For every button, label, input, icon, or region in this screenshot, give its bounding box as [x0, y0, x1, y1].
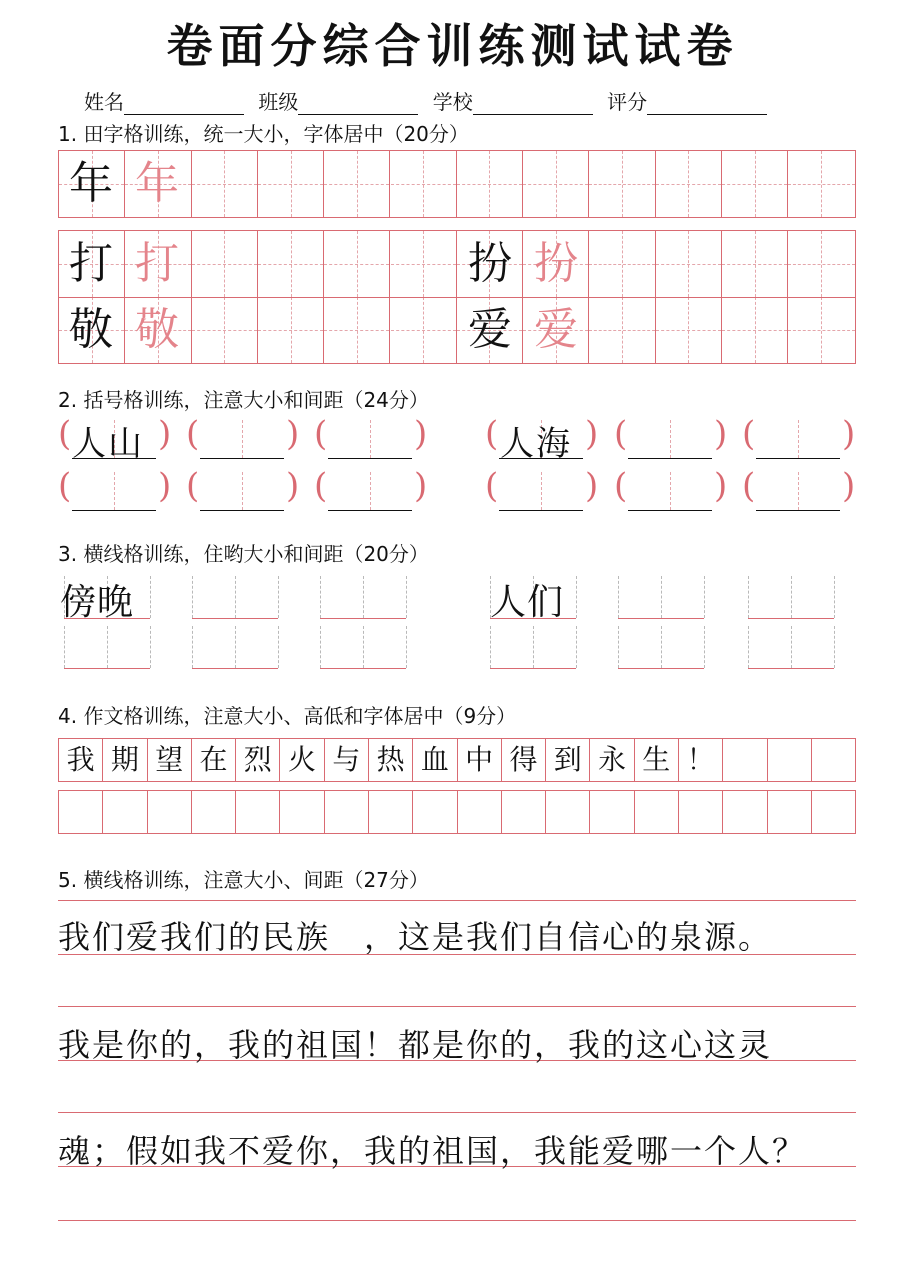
left-paren: (	[186, 466, 200, 506]
tianzige-cell[interactable]	[391, 231, 457, 297]
composition-cell[interactable]	[812, 739, 855, 781]
right-paren: )	[414, 414, 428, 454]
hline-guide	[618, 626, 619, 668]
writing-line	[58, 954, 856, 955]
bracket-model-word: 人海	[500, 424, 572, 464]
left-paren: (	[614, 466, 628, 506]
hline-guide	[278, 576, 279, 618]
model-char: 扮	[468, 238, 512, 289]
left-paren: (	[485, 466, 499, 506]
hline-guide	[618, 576, 619, 618]
model-char: 爱	[468, 304, 512, 355]
hline-guide	[661, 626, 662, 668]
section-2-heading: 2. 括号格训练，注意大小和间距（24分）	[58, 388, 429, 412]
tianzige-cell[interactable]	[324, 231, 390, 297]
composition-cell[interactable]	[812, 791, 855, 833]
class-label: 班级	[258, 90, 299, 114]
hline-guide	[235, 626, 236, 668]
tianzige-cell[interactable]	[192, 231, 258, 297]
hline-box[interactable]	[618, 574, 704, 619]
hline-guide	[278, 626, 279, 668]
hline-guide	[834, 626, 835, 668]
left-paren: (	[314, 414, 328, 454]
trace-char: 敬	[135, 304, 179, 355]
composition-cell[interactable]	[679, 791, 723, 833]
composition-cell[interactable]: 生	[635, 739, 679, 781]
hline-model-word: 傍晚	[60, 582, 135, 623]
composition-cell[interactable]	[723, 739, 767, 781]
tianzige-cell[interactable]	[722, 151, 788, 217]
hline-guide	[533, 626, 534, 668]
bracket-box[interactable]	[756, 470, 840, 511]
class-blank[interactable]	[298, 96, 418, 115]
left-paren: (	[314, 466, 328, 506]
hline-box[interactable]	[748, 574, 834, 619]
composition-cell[interactable]	[280, 791, 324, 833]
model-char: 敬	[69, 304, 113, 355]
tianzige-cell[interactable]	[324, 297, 390, 363]
composition-cell[interactable]	[723, 791, 767, 833]
composition-cell[interactable]	[502, 791, 546, 833]
score-label: 评分	[607, 90, 648, 114]
bracket-box[interactable]	[499, 470, 583, 511]
score-blank[interactable]	[647, 96, 767, 115]
tianzige-cell[interactable]	[788, 231, 854, 297]
hline-guide	[192, 626, 193, 668]
hline-guide	[363, 576, 364, 618]
left-paren: (	[742, 466, 756, 506]
hline-guide	[791, 576, 792, 618]
bracket-model-word: 人山	[72, 424, 144, 464]
right-paren: )	[286, 466, 300, 506]
right-paren: )	[842, 466, 856, 506]
composition-cell[interactable]	[413, 791, 457, 833]
name-blank[interactable]	[124, 96, 244, 115]
composition-grid-row-2[interactable]	[58, 790, 856, 834]
composition-cell[interactable]: 血	[413, 739, 457, 781]
writing-line	[58, 900, 856, 901]
bracket-box[interactable]	[756, 418, 840, 459]
composition-cell[interactable]	[236, 791, 280, 833]
hline-guide	[748, 626, 749, 668]
tianzige-cell[interactable]	[589, 151, 655, 217]
composition-cell[interactable]: 期	[103, 739, 147, 781]
hline-box[interactable]	[748, 624, 834, 669]
page-title: 卷面分综合训练测试试卷	[166, 19, 739, 73]
hline-box[interactable]	[618, 624, 704, 669]
composition-cell[interactable]: 到	[546, 739, 590, 781]
model-char: 年	[69, 158, 113, 209]
composition-cell[interactable]	[546, 791, 590, 833]
tianzige-cell[interactable]	[192, 297, 258, 363]
hline-box[interactable]	[490, 624, 576, 669]
hline-box[interactable]	[192, 574, 278, 619]
composition-cell[interactable]: 热	[369, 739, 413, 781]
hline-guide	[150, 626, 151, 668]
left-paren: (	[614, 414, 628, 454]
composition-cell[interactable]	[768, 791, 812, 833]
tianzige-cell[interactable]	[258, 297, 324, 363]
composition-cell[interactable]: ！	[679, 739, 723, 781]
writing-line[interactable]	[58, 1006, 856, 1007]
hline-guide	[192, 576, 193, 618]
model-sentence: 我们爱我们的民族 ，这是我们自信心的泉源。	[58, 918, 773, 956]
hline-guide	[107, 626, 108, 668]
section-1-heading: 1. 田字格训练，统一大小，字体居中（20分）	[58, 122, 469, 146]
right-paren: )	[714, 466, 728, 506]
hline-model-word: 人们	[490, 582, 565, 623]
writing-line[interactable]	[58, 1220, 856, 1221]
tianzige-cell[interactable]	[523, 151, 589, 217]
tianzige-cell[interactable]	[324, 151, 390, 217]
school-blank[interactable]	[473, 96, 593, 115]
tianzige-cell[interactable]	[788, 151, 854, 217]
hline-box[interactable]	[320, 574, 406, 619]
hline-guide	[406, 626, 407, 668]
composition-cell[interactable]	[635, 791, 679, 833]
tianzige-cell[interactable]	[192, 151, 258, 217]
hline-guide	[748, 576, 749, 618]
tianzige-cell[interactable]	[656, 231, 722, 297]
right-paren: )	[286, 414, 300, 454]
trace-char: 爱	[534, 304, 578, 355]
composition-cell[interactable]: 得	[502, 739, 546, 781]
left-paren: (	[485, 414, 499, 454]
tianzige-cell[interactable]	[258, 231, 324, 297]
left-paren: (	[742, 414, 756, 454]
composition-cell[interactable]	[103, 791, 147, 833]
model-sentence: 魂；假如我不爱你，我的祖国，我能爱哪一个人？	[58, 1132, 807, 1170]
student-info	[84, 86, 775, 115]
right-paren: )	[714, 414, 728, 454]
composition-cell[interactable]: 我	[59, 739, 103, 781]
right-paren: )	[585, 414, 599, 454]
hline-guide	[235, 576, 236, 618]
tianzige-cell[interactable]	[589, 297, 655, 363]
trace-char: 扮	[534, 238, 578, 289]
hline-guide	[363, 626, 364, 668]
trace-char: 打	[135, 238, 179, 289]
tianzige-cell[interactable]	[722, 297, 788, 363]
composition-cell[interactable]: 与	[325, 739, 369, 781]
tianzige-cell[interactable]	[589, 231, 655, 297]
tianzige-cell[interactable]	[656, 297, 722, 363]
composition-cell[interactable]: 在	[192, 739, 236, 781]
tianzige-cell[interactable]	[656, 151, 722, 217]
tianzige-cell[interactable]	[457, 151, 523, 217]
left-paren: (	[58, 414, 72, 454]
hline-guide	[64, 626, 65, 668]
hline-guide	[834, 576, 835, 618]
right-paren: )	[414, 466, 428, 506]
tianzige-cell[interactable]	[722, 231, 788, 297]
right-paren: )	[842, 414, 856, 454]
right-paren: )	[585, 466, 599, 506]
composition-cell[interactable]	[369, 791, 413, 833]
composition-cell[interactable]: 烈	[236, 739, 280, 781]
composition-cell[interactable]: 火	[280, 739, 324, 781]
bracket-box[interactable]	[328, 470, 412, 511]
model-char: 打	[69, 238, 113, 289]
hline-guide	[576, 576, 577, 618]
hline-guide	[320, 626, 321, 668]
section-5-heading: 5. 横线格训练，注意大小、间距（27分）	[58, 868, 429, 892]
hline-box[interactable]	[192, 624, 278, 669]
bracket-box[interactable]	[200, 470, 284, 511]
hline-guide	[490, 626, 491, 668]
composition-cell[interactable]: 永	[590, 739, 634, 781]
tianzige-cell[interactable]	[788, 297, 854, 363]
bracket-box[interactable]	[628, 470, 712, 511]
composition-cell[interactable]	[325, 791, 369, 833]
hline-guide	[406, 576, 407, 618]
composition-cell[interactable]: 中	[458, 739, 502, 781]
hline-guide	[791, 626, 792, 668]
model-sentence: 我是你的，我的祖国！都是你的，我的这心这灵	[58, 1026, 773, 1064]
composition-cell[interactable]	[59, 791, 103, 833]
school-label: 学校	[432, 90, 473, 114]
left-paren: (	[186, 414, 200, 454]
composition-cell[interactable]	[590, 791, 634, 833]
section-3-heading: 3. 横线格训练，住哟大小和间距（20分）	[58, 542, 429, 566]
composition-cell[interactable]	[148, 791, 192, 833]
tianzige-cell[interactable]	[391, 151, 457, 217]
hline-guide	[576, 626, 577, 668]
hline-guide	[150, 576, 151, 618]
hline-box[interactable]	[320, 624, 406, 669]
hline-guide	[704, 626, 705, 668]
right-paren: )	[158, 466, 172, 506]
composition-cell[interactable]	[458, 791, 502, 833]
composition-cell[interactable]: 望	[148, 739, 192, 781]
hline-guide	[320, 576, 321, 618]
composition-grid-row-1[interactable]	[58, 738, 856, 782]
trace-char: 年	[135, 158, 179, 209]
left-paren: (	[58, 466, 72, 506]
writing-line[interactable]	[58, 1112, 856, 1113]
hline-box[interactable]	[64, 624, 150, 669]
section-4-heading: 4. 作文格训练，注意大小、高低和字体居中（9分）	[58, 704, 517, 728]
bracket-box[interactable]	[200, 418, 284, 459]
tianzige-cell[interactable]	[391, 297, 457, 363]
name-label: 姓名	[84, 90, 124, 114]
bracket-box[interactable]	[328, 418, 412, 459]
bracket-box[interactable]	[628, 418, 712, 459]
tianzige-cell[interactable]	[258, 151, 324, 217]
composition-cell[interactable]	[192, 791, 236, 833]
composition-cell[interactable]	[768, 739, 812, 781]
hline-guide	[704, 576, 705, 618]
bracket-box[interactable]	[72, 470, 156, 511]
hline-guide	[661, 576, 662, 618]
right-paren: )	[158, 414, 172, 454]
